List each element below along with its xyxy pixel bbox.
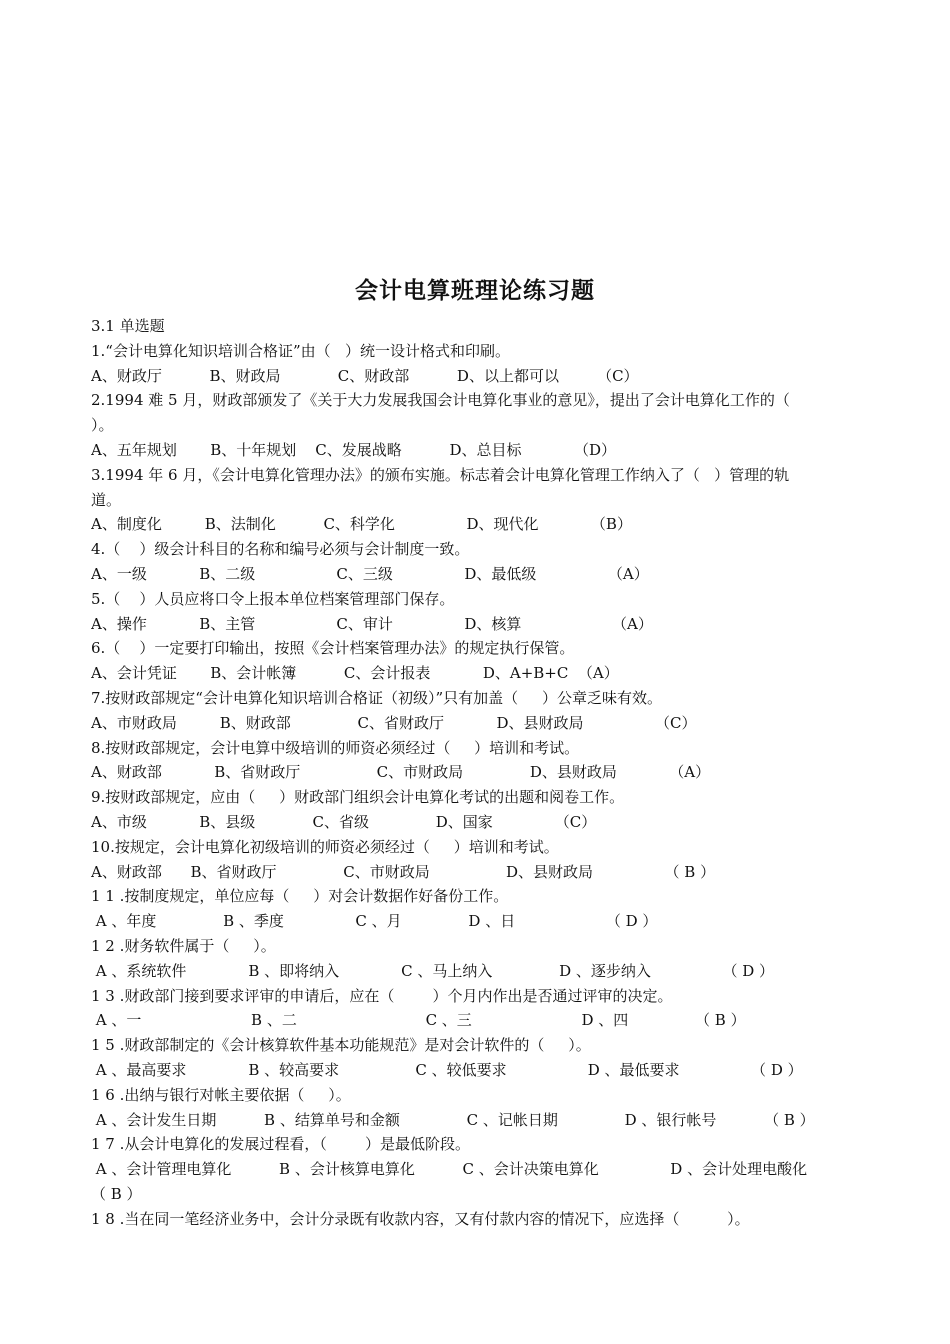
answer-options-line: A、五年规划 B、十年规划 C、发展战略 D、总目标 （D） — [91, 440, 616, 459]
answer-options-line: A 、会计管理电算化 B 、会计核算电算化 C 、会计决策电算化 D 、会计处理电酸化 — [91, 1160, 808, 1179]
answer-options-line: A、操作 B、主管 C、审计 D、核算 （A） — [91, 614, 653, 633]
question-line: 1 1 .按制度规定，单位应每（ ）对会计数据作好备份工作。 — [91, 887, 509, 906]
answer-options-line: A 、年度 B 、季度 C 、月 D 、日 （ D ） — [91, 912, 658, 931]
document-title: 会计电算班理论练习题 — [355, 278, 595, 304]
answer-options-line: A、财政部 B、省财政厅 C、市财政局 D、县财政局 （A） — [91, 763, 711, 782]
question-line: 1 6 .出纳与银行对帐主要依据（ ）。 — [91, 1085, 351, 1104]
answer-options-line: A 、最高要求 B 、较高要求 C 、较低要求 D 、最低要求 （ D ） — [91, 1060, 803, 1079]
answer-options-line: A、会计凭证 B、会计帐簿 C、会计报表 D、A+B+C （A） — [91, 664, 619, 683]
answer-options-line: A、财政部 B、省财政厅 C、市财政局 D、县财政局 （ B ） — [91, 862, 716, 881]
answer-options-line: A 、系统软件 B 、即将纳入 C 、马上纳入 D 、逐步纳入 （ D ） — [91, 961, 775, 980]
answer-options-line: A 、一 B 、二 C 、三 D 、四 （ B ） — [91, 1011, 746, 1030]
question-line-continued: 道。 — [91, 490, 122, 509]
answer-options-line: A 、会计发生日期 B 、结算单号和金额 C 、记帐日期 D 、银行帐号 （ B ） — [91, 1110, 815, 1129]
question-line: 1 7 .从会计电算化的发展过程看，（ ）是最低阶段。 — [91, 1135, 471, 1154]
question-line-continued: ）。 — [91, 416, 114, 435]
section-heading: 3.1 单选题 — [91, 317, 165, 335]
question-line: 1 8 .当在同一笔经济业务中，会计分录既有收款内容，又有付款内容的情况下，应选择（ ）。 — [91, 1209, 750, 1228]
answer-options-line: A、市财政局 B、财政部 C、省财政厅 D、县财政局 （C） — [91, 713, 697, 732]
question-line: 10.按规定，会计电算化初级培训的师资必须经过（ ）培训和考试。 — [91, 837, 559, 856]
question-line: 1 5 .财政部制定的《会计核算软件基本功能规范》是对会计软件的（ ）。 — [91, 1036, 591, 1055]
question-line: 8.按财政部规定，会计电算中级培训的师资必须经过（ ）培训和考试。 — [91, 738, 580, 757]
question-line: 5.（ ）人员应将口令上报本单位档案管理部门保存。 — [91, 589, 455, 608]
question-line: 1 2 .财务软件属于（ ）。 — [91, 936, 276, 955]
question-line: 9.按财政部规定，应由（ ）财政部门组织会计电算化考试的出题和阅卷工作。 — [91, 788, 625, 807]
question-line: 1 3 .财政部门接到要求评审的申请后，应在（ ）个月内作出是否通过评审的决定。 — [91, 986, 673, 1005]
answer-options-line: A、市级 B、县级 C、省级 D、国家 （C） — [91, 812, 597, 831]
answer-options-line: A、财政厅 B、财政局 C、财政部 D、以上都可以 （C） — [91, 366, 639, 385]
question-line: 7.按财政部规定“会计电算化知识培训合格证（初级）”只有加盖（ ）公章乏味有效。 — [91, 688, 662, 707]
question-line: 1.“会计电算化知识培训合格证”由（ ）统一设计格式和印刷。 — [91, 341, 510, 360]
question-line: 3.1994 年 6 月，《会计电算化管理办法》的颁布实施。标志着会计电算化管理工作纳入了（ ）管理的轨 — [91, 465, 790, 484]
question-line: 4.（ ）级会计科目的名称和编号必须与会计制度一致。 — [91, 540, 470, 559]
document-body — [91, 314, 871, 1231]
answer-options-line: A、一级 B、二级 C、三级 D、最低级 （A） — [91, 564, 649, 583]
question-line: 6.（ ）一定要打印输出，按照《会计档案管理办法》的规定执行保管。 — [91, 639, 575, 658]
question-line: 2.1994 难 5 月，财政部颁发了《关于大力发展我国会计电算化事业的意见》，提出了会计电算化工作的（ — [91, 391, 790, 410]
answer-line-continued: （ B ） — [91, 1184, 142, 1203]
answer-options-line: A、制度化 B、法制化 C、科学化 D、现代化 （B） — [91, 515, 632, 534]
